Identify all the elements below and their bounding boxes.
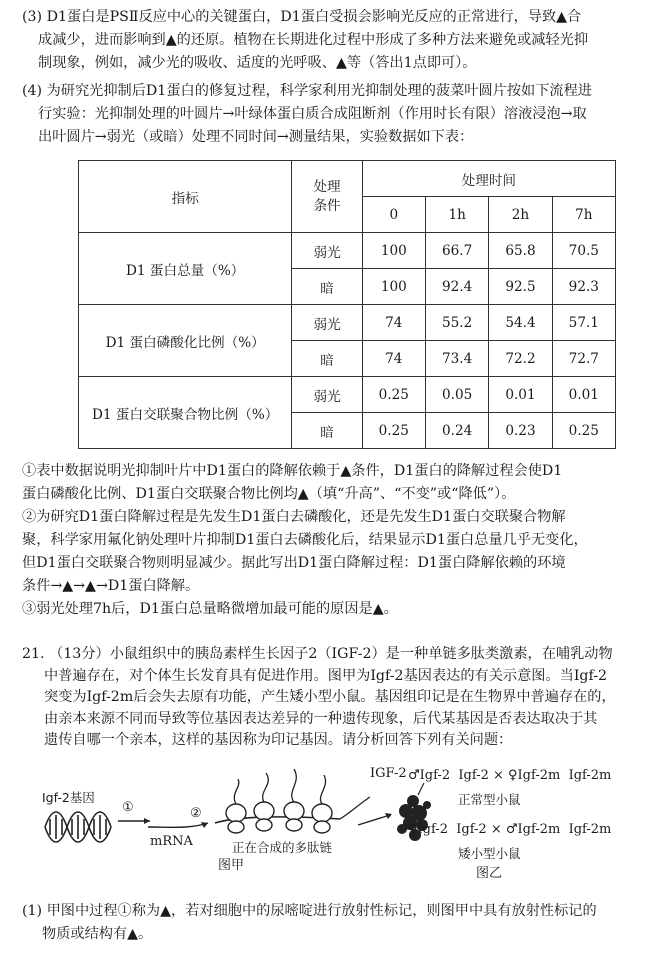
header-condition-text: 处理条件: [313, 178, 341, 214]
cross-2: ♀Igf-2 Igf-2 × ♂Igf-2m Igf-2m: [408, 822, 612, 837]
header-time-2h: 2h: [489, 197, 552, 233]
sub-b-line4: 条件→▲→▲→D1蛋白降解。: [22, 578, 200, 594]
condition-cell: 暗: [292, 341, 362, 377]
value-cell: 100: [362, 269, 425, 305]
value-cell: 92.5: [489, 269, 552, 305]
q3-line1: (3) D1蛋白是PSⅡ反应中心的关键蛋白，D1蛋白受损会影响光反应的正常进行，导致▲合: [22, 9, 582, 25]
q21-line3: 突变为Igf-2m后会失去原有功能，产生矮小型小鼠。基因组印记是在生物界中普遍存在的，: [44, 689, 616, 705]
condition-cell: 弱光: [292, 377, 362, 413]
value-cell: 72.2: [489, 341, 552, 377]
value-cell: 0.24: [425, 413, 488, 449]
question-21: [22, 644, 634, 752]
value-cell: 0.01: [489, 377, 552, 413]
value-cell: 92.3: [552, 269, 615, 305]
q3-line3: 制现象，例如，减少光的吸收、适度的光呼吸、▲等（答出1点即可）。: [38, 55, 477, 71]
index-cell: D1 蛋白交联聚合物比例（%）: [79, 377, 292, 449]
condition-cell: 暗: [292, 269, 362, 305]
table-row: [79, 233, 616, 269]
table-row: [79, 305, 616, 341]
index-cell: D1 蛋白总量（%）: [79, 233, 292, 305]
value-cell: 73.4: [425, 341, 488, 377]
sub-b-line2: 聚，科学家用氟化钠处理叶片抑制D1蛋白去磷酸化后，结果显示D1蛋白总量几乎无变化，: [22, 532, 588, 548]
condition-cell: 弱光: [292, 305, 362, 341]
sub-a-line2: 蛋白磷酸化比例、D1蛋白交联聚合物比例均▲（填“升高”、“不变”或“降低”）。: [22, 486, 516, 502]
q21-line1: 21. （13分）小鼠组织中的胰岛素样生长因子2（IGF-2）是一种单链多肽类激素，在哺乳动物: [22, 646, 613, 662]
step-2-label: ②: [190, 806, 202, 821]
value-cell: 54.4: [489, 305, 552, 341]
arrow-step2-icon: [148, 823, 208, 827]
figure-b-caption: 图乙: [476, 866, 503, 881]
header-condition: [292, 161, 362, 233]
condition-cell: 暗: [292, 413, 362, 449]
q21-line5: 遗传自哪一个亲本，这样的基因称为印记基因。请分析回答下列有关问题：: [44, 732, 513, 748]
q4-line3: 出叶圆片→弱光（或暗）处理不同时间→测量结果，实验数据如下表：: [38, 129, 474, 145]
header-time-7h: 7h: [552, 197, 615, 233]
question-3: [22, 6, 634, 75]
value-cell: 0.01: [552, 377, 615, 413]
sub-b-line3: 但D1蛋白交联聚合物则明显减少。据此写出D1蛋白降解过程：D1蛋白降解依赖的环境: [22, 555, 566, 571]
sub-b-line1: ②为研究D1蛋白降解过程是先发生D1蛋白去磷酸化，还是先发生D1蛋白交联聚合物解: [22, 509, 566, 525]
header-time: 处理时间: [362, 161, 615, 197]
value-cell: 57.1: [552, 305, 615, 341]
value-cell: 0.25: [552, 413, 615, 449]
table-row: [79, 377, 616, 413]
q4-line2: 行实验：光抑制处理的叶圆片→叶绿体蛋白质合成阻断剂（作用时长有限）溶液浸泡→取: [38, 106, 587, 122]
value-cell: 55.2: [425, 305, 488, 341]
sub-c-line1: ③弱光处理7h后，D1蛋白总量略微增加最可能的原因是▲。: [22, 601, 398, 617]
q21-1-line2: 物质或结构有▲。: [42, 926, 153, 942]
q21-line2: 中普遍存在，对个体生长发育具有促进作用。图甲为Igf-2基因表达的有关示意图。当Igf-2: [44, 667, 608, 684]
question-21-1: [22, 900, 634, 946]
value-cell: 72.7: [552, 341, 615, 377]
value-cell: 0.25: [362, 377, 425, 413]
cross-1: ♂Igf-2 Igf-2 × ♀Igf-2m Igf-2m: [408, 768, 612, 783]
index-cell: D1 蛋白磷酸化比例（%）: [79, 305, 292, 377]
step-1-label: ①: [122, 800, 134, 815]
mrna-label: mRNA: [150, 834, 193, 849]
value-cell: 100: [362, 233, 425, 269]
result-2-label: 矮小型小鼠: [458, 846, 521, 861]
peptide-label: 正在合成的多肽链: [232, 840, 333, 855]
header-time-0: 0: [362, 197, 425, 233]
igf2-label: IGF-2: [370, 766, 407, 781]
figures: [40, 765, 640, 885]
q21-1-line1: (1) 甲图中过程①称为▲，若对细胞中的尿嘧啶进行放射性标记，则图甲中具有放射性标记的: [22, 903, 597, 919]
q21-line4: 由亲本来源不同而导致等位基因表达差异的一种遗传现象，后代某基因是否表达取决于其: [44, 710, 598, 727]
value-cell: 70.5: [552, 233, 615, 269]
dna-helix-icon: [45, 812, 111, 842]
value-cell: 0.23: [489, 413, 552, 449]
d1-protein-table: [78, 160, 616, 449]
result-1-label: 正常型小鼠: [458, 792, 521, 807]
q3-line2: 成减少，进而影响到▲的还原。植物在长期进化过程中形成了多种方法来避免或减轻光抑: [38, 32, 589, 48]
condition-cell: 弱光: [292, 233, 362, 269]
sub-questions: [22, 460, 634, 621]
value-cell: 92.4: [425, 269, 488, 305]
question-4: [22, 80, 634, 149]
header-time-1h: 1h: [425, 197, 488, 233]
igf2-gene-label: Igf-2基因: [42, 790, 95, 805]
q4-line1: (4) 为研究光抑制后D1蛋白的修复过程，科学家利用光抑制处理的菠菜叶圆片按如下流程进: [22, 83, 592, 99]
value-cell: 0.05: [425, 377, 488, 413]
value-cell: 66.7: [425, 233, 488, 269]
value-cell: 74: [362, 341, 425, 377]
sub-a-line1: ①表中数据说明光抑制叶片中D1蛋白的降解依赖于▲条件，D1蛋白的降解过程会使D1: [22, 463, 563, 479]
value-cell: 74: [362, 305, 425, 341]
value-cell: 0.25: [362, 413, 425, 449]
value-cell: 65.8: [489, 233, 552, 269]
header-index: 指标: [79, 161, 292, 233]
figure-a-caption: 图甲: [218, 858, 245, 873]
